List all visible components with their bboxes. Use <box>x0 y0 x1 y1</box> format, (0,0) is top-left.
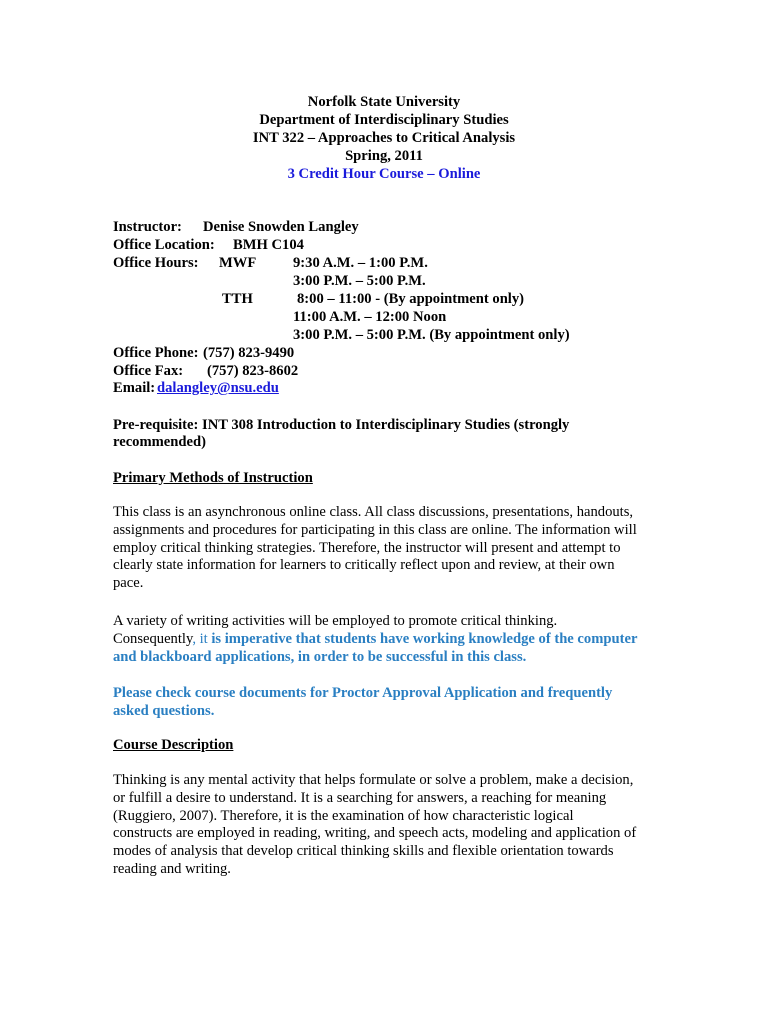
paragraph-line: Thinking is any mental activity that helps formulate or solve a problem, make a decision, <box>113 772 634 788</box>
paragraph-line: clearly state information for learners to critically reflect upon and review, at their own <box>113 557 615 574</box>
tth-time-1: 8:00 – 11:00 - (By appointment only) <box>297 291 525 307</box>
office-location-label: Office Location: <box>113 237 215 253</box>
email-label: Email: <box>113 380 156 396</box>
mwf-time-1: 9:30 A.M. – 1:00 P.M. <box>293 255 428 271</box>
tth-time-2: 11:00 A.M. – 12:00 Noon <box>293 309 447 325</box>
term: Spring, 2011 <box>345 148 423 164</box>
instructor-name: Denise Snowden Langley <box>203 219 359 235</box>
department-name: Department of Interdisciplinary Studies <box>259 112 509 128</box>
paragraph-line: This class is an asynchronous online class. All class discussions, presentations, handouts, <box>113 504 634 520</box>
proctor-line-1: Please check course documents for Proctor Approval Application and frequently <box>113 685 613 701</box>
proctor-line-2: asked questions. <box>113 703 215 719</box>
paragraph-line: constructs are employed in reading, writing, and speech acts, modeling and application of <box>113 825 637 842</box>
course-description-heading: Course Description <box>113 737 234 753</box>
writing-consequently: Consequently <box>113 631 193 647</box>
mwf-label: MWF <box>219 255 257 271</box>
office-fax: (757) 823-8602 <box>207 363 299 379</box>
paragraph-line: employ critical thinking strategies. Therefore, the instructor will present and attempt to <box>113 539 621 556</box>
course-description-paragraph <box>113 772 658 879</box>
writing-line-1: A variety of writing activities will be employed to promote critical thinking. <box>113 613 558 629</box>
writing-line-3: and blackboard applications, in order to be successful in this class. <box>113 649 527 665</box>
office-phone: (757) 823-9490 <box>203 345 295 361</box>
paragraph-line: (Ruggiero, 2007). Therefore, it is the examination of how characteristic logical <box>113 807 574 824</box>
mwf-time-2: 3:00 P.M. – 5:00 P.M. <box>293 273 426 289</box>
email-link[interactable]: dalangley@nsu.edu <box>157 380 279 396</box>
tth-label: TTH <box>222 291 253 307</box>
paragraph-line: pace. <box>113 575 144 592</box>
paragraph-line: reading and writing. <box>113 860 231 877</box>
tth-time-3: 3:00 P.M. – 5:00 P.M. (By appointment only) <box>293 327 570 343</box>
credit-line: 3 Credit Hour Course – Online <box>287 166 481 182</box>
prerequisite-line-1: Pre-requisite: INT 308 Introduction to Interdisciplinary Studies (strongly <box>113 417 570 433</box>
office-hours-label: Office Hours: <box>113 255 199 271</box>
office-location: BMH C104 <box>233 237 304 253</box>
office-fax-label: Office Fax: <box>113 363 184 379</box>
paragraph-line: modes of analysis that develop critical thinking skills and flexible orientation towards <box>113 843 614 860</box>
writing-it: , it <box>192 631 212 647</box>
university-name: Norfolk State University <box>307 94 461 110</box>
primary-methods-paragraph <box>113 504 658 593</box>
writing-imperative: is imperative that students have working knowledge of the computer <box>211 631 638 647</box>
paragraph-line: assignments and procedures for participating in this class are online. The information will <box>113 521 637 538</box>
writing-line-2 <box>113 630 637 648</box>
office-phone-label: Office Phone: <box>113 345 199 361</box>
primary-methods-heading: Primary Methods of Instruction <box>113 470 313 486</box>
instructor-label: Instructor: <box>113 219 182 235</box>
prerequisite-line-2: recommended) <box>113 434 206 450</box>
paragraph-line: or fulfill a desire to understand. It is a searching for answers, a reaching for meaning <box>113 789 607 806</box>
course-title: INT 322 – Approaches to Critical Analysis <box>252 130 516 146</box>
